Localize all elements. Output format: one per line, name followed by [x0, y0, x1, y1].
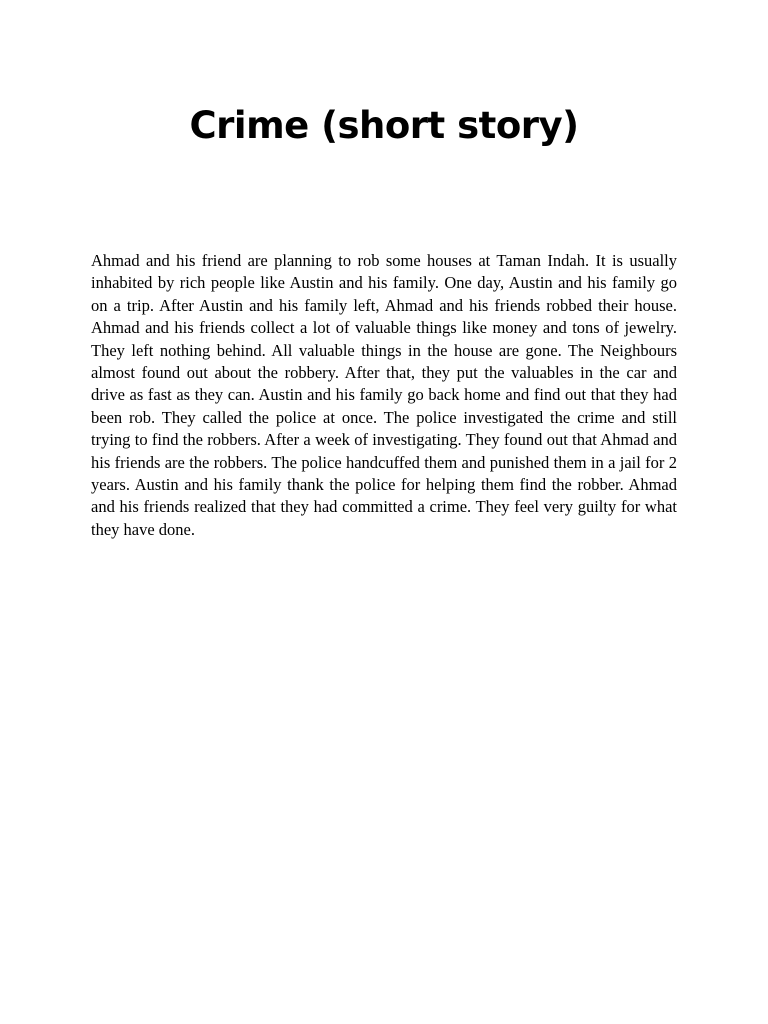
story-paragraph: Ahmad and his friend are planning to rob some houses at Taman Indah. It is usually inhabited by rich people like Austin and his family. One day, Austin and his family go on a trip. After Austin and his family left, Ahmad and his friends robbed their house. Ahmad and his friends collect a lot of valuable things like money and tons of jewelry. They left nothing behind. All valuable things in the house are gone. The Neighbours almost found out about the robbery. After that, they put the valuables in the car and drive as fast as they can. Austin and his family go back home and find out that they had been rob. They called the police at once. The police investigated the crime and still trying to find the robbers. After a week of investigating. They found out that Ahmad and his friends are the robbers. The police handcuffed them and punished them in a jail for 2 years. Austin and his family thank the police for helping them find the robber. Ahmad and his friends realized that they had committed a crime. They feel very guilty for what they have done. [91, 251, 677, 539]
document-title: Crime (short story) [189, 104, 579, 147]
